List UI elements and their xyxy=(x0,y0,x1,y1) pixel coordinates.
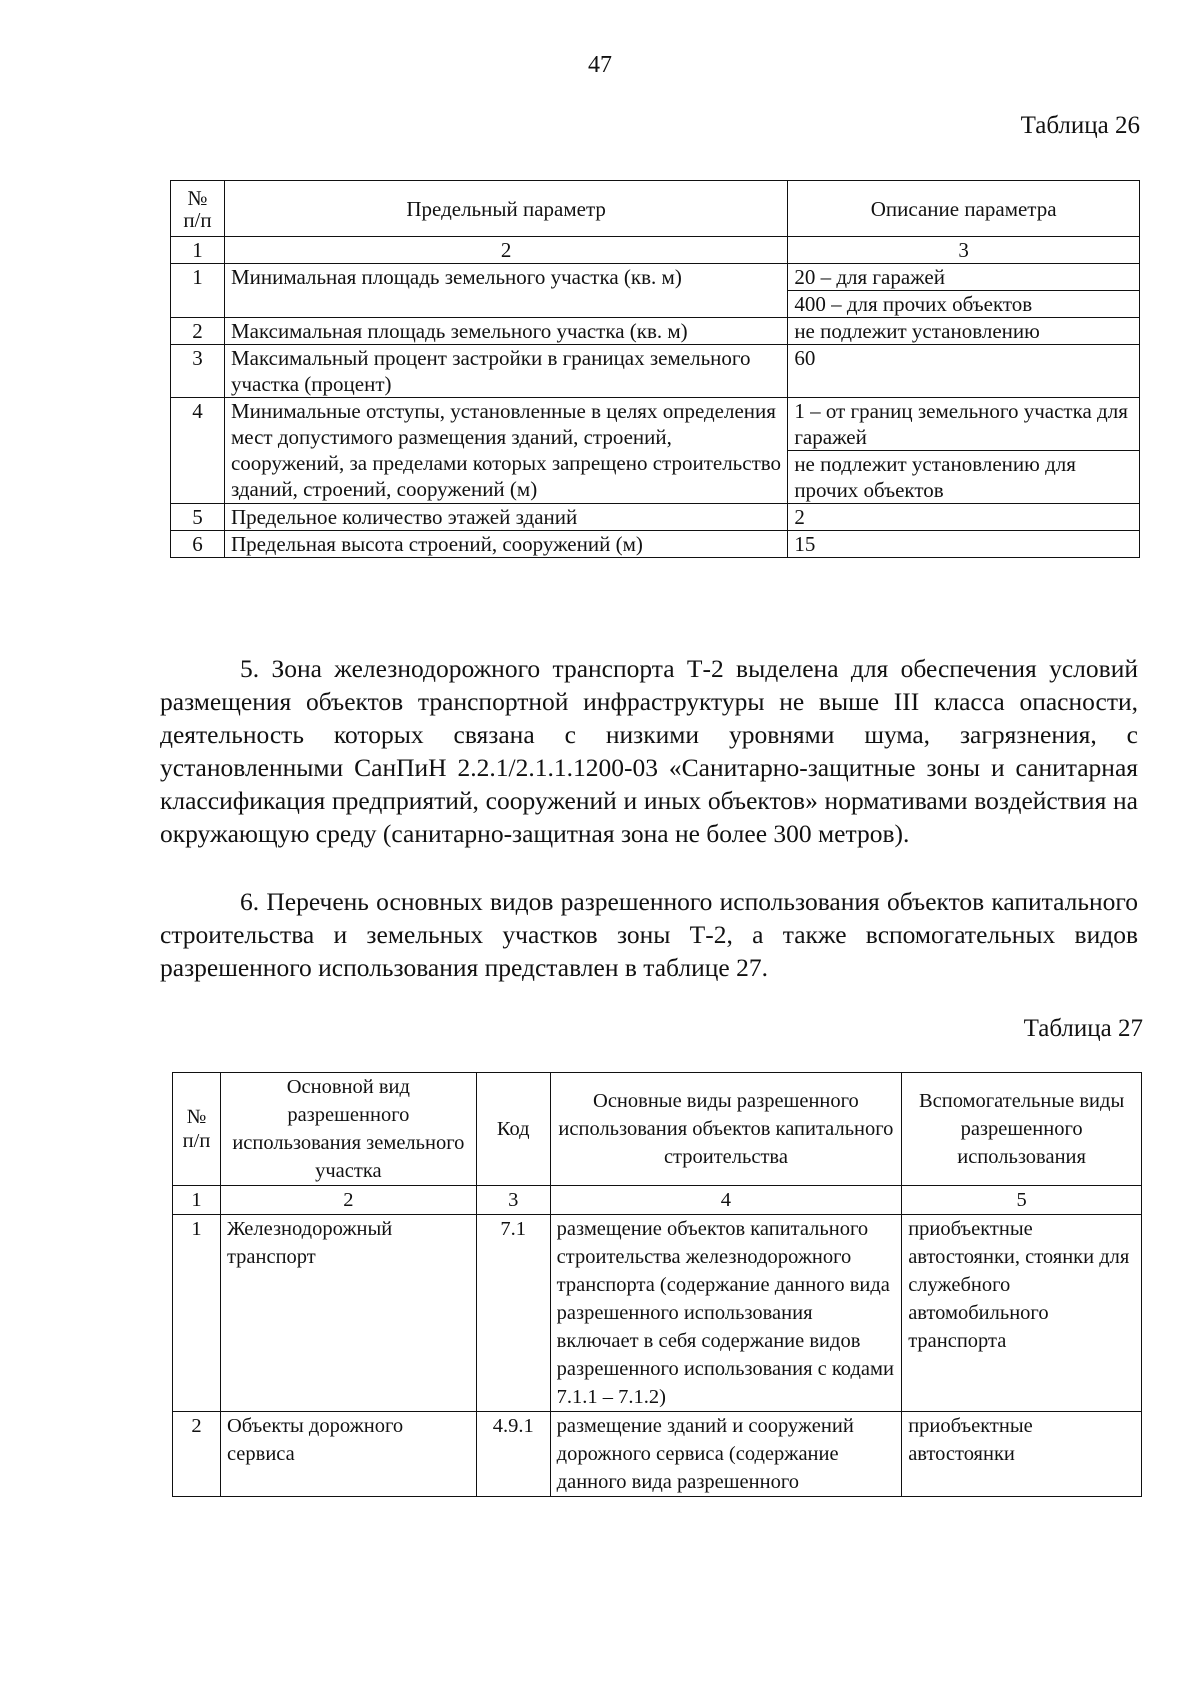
row-main-obj: размещение зданий и сооружений дорожного сервиса (содержание данного вида разрешенного xyxy=(550,1412,902,1497)
col-number: 3 xyxy=(476,1186,550,1215)
row-code: 7.1 xyxy=(476,1215,550,1412)
row-num: 2 xyxy=(171,318,225,345)
col-number: 1 xyxy=(173,1186,221,1215)
desc-line: не подлежит установлению для прочих объектов xyxy=(788,450,1139,503)
table-row xyxy=(173,1215,1142,1412)
table-27-caption: Таблица 27 xyxy=(1023,1015,1143,1042)
col-number: 4 xyxy=(550,1186,902,1215)
col-number: 2 xyxy=(220,1186,476,1215)
row-desc: не подлежит установлению xyxy=(788,318,1140,345)
column-numbers-row xyxy=(173,1186,1142,1215)
header-num: № п/п xyxy=(171,181,225,237)
row-param: Предельное количество этажей зданий xyxy=(224,504,787,531)
table-26 xyxy=(170,180,1140,558)
table-row xyxy=(171,345,1140,398)
table-row xyxy=(173,1412,1142,1497)
col-number: 5 xyxy=(902,1186,1142,1215)
column-numbers-row xyxy=(171,237,1140,264)
table-27 xyxy=(172,1072,1142,1497)
row-num: 3 xyxy=(171,345,225,398)
row-param: Максимальный процент застройки в границах земельного участка (процент) xyxy=(224,345,787,398)
row-num: 4 xyxy=(171,398,225,504)
paragraph-5: 5. Зона железнодорожного транспорта Т-2 выделена для обеспечения условий размещения объектов транспортной инфраструктуры не выше III класса опасности, деятельность которых связана с низкими уровнями шума, загрязнения, с установленными СанПиН 2.2.1/2.1.1.1200-03 «Санитарно-защитные зоны и санитарная классификация предприятий, сооружений и иных объектов» нормативами воздействия на окружающую среду (санитарно-защитная зона не более 300 метров). xyxy=(160,654,1138,848)
row-param: Максимальная площадь земельного участка (кв. м) xyxy=(224,318,787,345)
col-number: 1 xyxy=(171,237,225,264)
row-desc xyxy=(788,264,1140,318)
header-aux: Вспомогательные виды разрешенного использования xyxy=(902,1073,1142,1186)
row-main-obj: размещение объектов капитального строительства железнодорожного транспорта (содержание данного вида разрешенного использования включает в себя содержание видов разрешенного использования с кодами 7.1.1 – 7.1.2) xyxy=(550,1215,902,1412)
row-num: 5 xyxy=(171,504,225,531)
desc-line: 20 – для гаражей xyxy=(794,265,945,289)
table-26-caption: Таблица 26 xyxy=(1020,112,1140,139)
table-header-row xyxy=(173,1073,1142,1186)
table-row xyxy=(171,318,1140,345)
desc-line: 1 – от границ земельного участка для гаражей xyxy=(794,399,1128,449)
row-param: Минимальная площадь земельного участка (кв. м) xyxy=(224,264,787,318)
row-num: 6 xyxy=(171,531,225,558)
header-code: Код xyxy=(476,1073,550,1186)
table-row xyxy=(171,531,1140,558)
header-num: № п/п xyxy=(173,1073,221,1186)
col-number: 2 xyxy=(224,237,787,264)
row-param: Минимальные отступы, установленные в целях определения мест допустимого размещения зданий, строений, сооружений, за пределами которых запрещено строительство зданий, строений, сооружений (м) xyxy=(224,398,787,504)
table-header-row xyxy=(171,181,1140,237)
page-number: 47 xyxy=(588,52,612,78)
row-desc: 2 xyxy=(788,504,1140,531)
table-row xyxy=(171,504,1140,531)
row-aux: приобъектные автостоянки, стоянки для служебного автомобильного транспорта xyxy=(902,1215,1142,1412)
table-row xyxy=(171,398,1140,504)
row-aux: приобъектные автостоянки xyxy=(902,1412,1142,1497)
header-desc: Описание параметра xyxy=(788,181,1140,237)
paragraph-6: 6. Перечень основных видов разрешенного использования объектов капитального строительства и земельных участков зоны Т-2, а также вспомогательных видов разрешенного использования представлен в таблице 27. xyxy=(160,887,1138,982)
row-desc xyxy=(788,398,1140,504)
row-land-use: Железнодорожный транспорт xyxy=(220,1215,476,1412)
row-num: 2 xyxy=(173,1412,221,1497)
header-main-land: Основной вид разрешенного использования земельного участка xyxy=(220,1073,476,1186)
row-param: Предельная высота строений, сооружений (м) xyxy=(224,531,787,558)
row-desc: 60 xyxy=(788,345,1140,398)
header-main-obj: Основные виды разрешенного использования объектов капитального строительства xyxy=(550,1073,902,1186)
row-land-use: Объекты дорожного сервиса xyxy=(220,1412,476,1497)
row-desc: 15 xyxy=(788,531,1140,558)
table-row xyxy=(171,264,1140,318)
row-num: 1 xyxy=(173,1215,221,1412)
header-param: Предельный параметр xyxy=(224,181,787,237)
desc-line: 400 – для прочих объектов xyxy=(788,290,1139,317)
row-num: 1 xyxy=(171,264,225,318)
row-code: 4.9.1 xyxy=(476,1412,550,1497)
col-number: 3 xyxy=(788,237,1140,264)
